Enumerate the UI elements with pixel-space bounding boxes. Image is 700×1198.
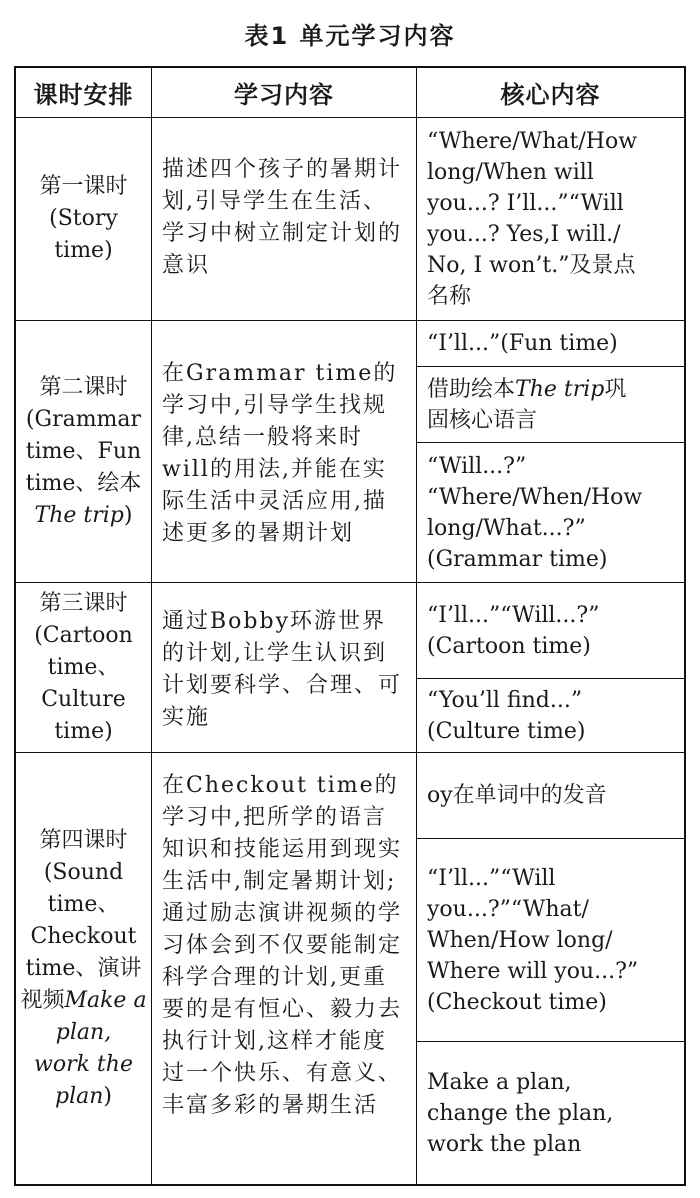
row2-core-2: [417, 367, 684, 442]
row1-lesson: 第一课时 (Story time): [39, 174, 128, 263]
row4-core-2: “I’ll...”“Will you...?”“What/ When/How long/ Where will you...?” (Checkout time): [427, 865, 639, 1015]
header-core: 核心内容: [500, 81, 601, 109]
row4-content: 在Checkout time的学习中,把所学的语言知识和技能运用到现实生活中,制定暑期计划;通过励志演讲视频的学习体会到不仅要能制定科学合理的计划,更重要的是有恒心、毅力去执行计划,这样才能度过一个快乐、有意义、丰富多彩的暑期生活: [162, 773, 403, 1118]
row3-content: 通过Bobby环游世界的计划,让学生认识到计划要科学、合理、可实施: [162, 609, 403, 730]
row1-core: “Where/What/How long/When will you...? I’ll...”“Will you...? Yes,I will./ No, I won’t.”及景点 名称: [427, 129, 638, 309]
row2-lesson-text: 第二课时 (Grammar time、Fun time、绘本: [25, 374, 142, 496]
row2-core-2-tail: 巩 固核心语言: [427, 376, 627, 433]
table-bottom-rule: [14, 1184, 686, 1186]
row2-core-2-text: 借助绘本: [427, 376, 516, 402]
row1-content: 描述四个孩子的暑期计划,引导学生在生活、学习中树立制定计划的意识: [162, 157, 403, 278]
header-lesson: 课时安排: [33, 81, 134, 109]
row4-lesson-text: 第四课时 (Sound time、 Checkout time、演讲 视频: [20, 827, 142, 1013]
header-content: 学习内容: [234, 81, 334, 109]
row2-core-1: “I’ll...”(Fun time): [427, 331, 618, 356]
row3-core-2: “You’ll find...” (Culture time): [427, 687, 586, 744]
row2-lesson-book: The trip: [34, 502, 124, 528]
row2-lesson-close: ): [123, 502, 133, 528]
table-right-rule: [684, 66, 686, 1186]
row4-lesson-close: ): [103, 1083, 112, 1109]
row2-lesson: [16, 321, 151, 582]
row2-content: 在Grammar time的学习中,引导学生找规律,总结一般将来时will的用法,并能在实际生活中灵活应用,描述更多的暑期计划: [162, 361, 398, 546]
table-caption: 表1 单元学习内容: [244, 22, 456, 50]
row2-core-2-book: The trip: [515, 376, 605, 402]
row4-core-1: oy在单词中的发音: [427, 783, 607, 808]
row4-lesson-video: Make a plan, work the plan: [34, 987, 147, 1109]
row3-core-1: “I’ll...”“Will...?” (Cartoon time): [427, 602, 600, 659]
row2-core-3: “Will...?” “Where/When/How long/What...?” (Grammar time): [427, 453, 643, 572]
row4-lesson: [16, 753, 151, 1184]
row3-lesson: 第三课时 (Cartoon time、 Culture time): [34, 590, 133, 744]
row4-core-3: Make a plan, change the plan, work the plan: [427, 1069, 614, 1157]
